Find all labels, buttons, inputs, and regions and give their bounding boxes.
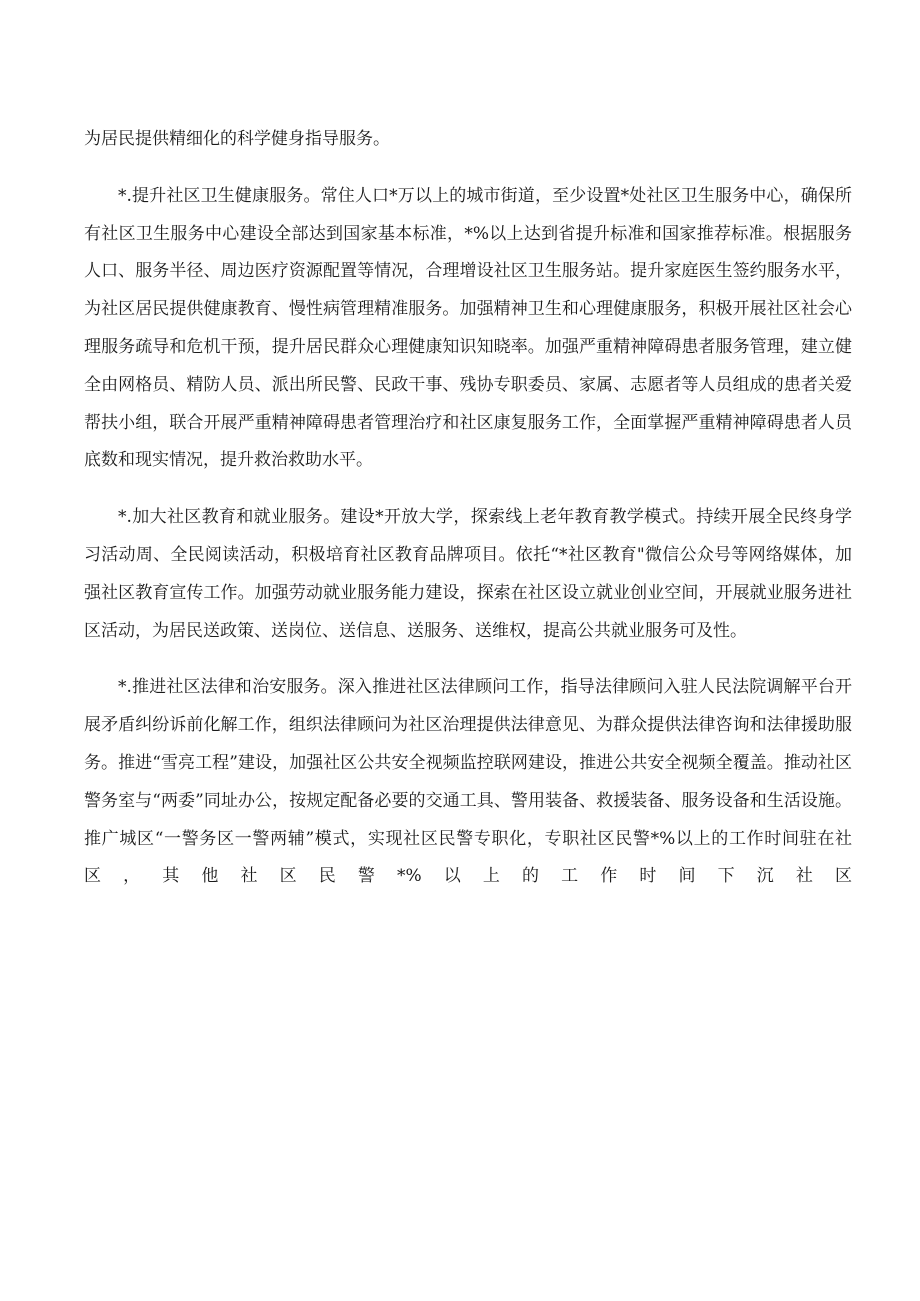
- paragraph-education-employment: *.加大社区教育和就业服务。建设*开放大学，探索线上老年教育教学模式。持续开展全民终身学习活动周、全民阅读活动，积极培育社区教育品牌项目。依托“*社区教育"微信公众号等网络媒体，加强社区教育宣传工作。加强劳动就业服务能力建设，探索在社区设立就业创业空间，开展就业服务进社区活动，为居民送政策、送岗位、送信息、送服务、送维权，提高公共就业服务可及性。: [84, 507, 852, 641]
- paragraph-legal-security: *.推进社区法律和治安服务。深入推进社区法律顾问工作，指导法律顾问入驻人民法院调解平台开展矛盾纠纷诉前化解工作，组织法律顾问为社区治理提供法律意见、为群众提供法律咨询和法律援助服务。推进“雪亮工程”建设，加强社区公共安全视频监控联网建设，推进公共安全视频全覆盖。推动社区警务室与“两委”同址办公，按规定配备必要的交通工具、警用装备、救援装备、服务设备和生活设施。推广城区“一警务区一警两辅”模式，实现社区民警专职化，专职社区民警*%以上的工作时间驻在社区，其他社区民警*%以上的工作时间下沉社区: [84, 677, 852, 887]
- paragraph-fitness-continuation: 为居民提供精细化的科学健身指导服务。: [84, 129, 390, 149]
- document-body: [84, 121, 852, 915]
- paragraph-health-services: *.提升社区卫生健康服务。常住人口*万以上的城市街道，至少设置*处社区卫生服务中心，确保所有社区卫生服务中心建设全部达到国家基本标准，*%以上达到省提升标准和国家推荐标准。根据服务人口、服务半径、周边医疗资源配置等情况，合理增设社区卫生服务站。提升家庭医生签约服务水平，为社区居民提供健康教育、慢性病管理精准服务。加强精神卫生和心理健康服务，积极开展社区社会心理服务疏导和危机干预，提升居民群众心理健康知识知晓率。加强严重精神障碍患者服务管理，建立健全由网格员、精防人员、派出所民警、民政干事、残协专职委员、家属、志愿者等人员组成的患者关爱帮扶小组，联合开展严重精神障碍患者管理治疗和社区康复服务工作，全面掌握严重精神障碍患者人员底数和现实情况，提升救治救助水平。: [84, 185, 852, 471]
